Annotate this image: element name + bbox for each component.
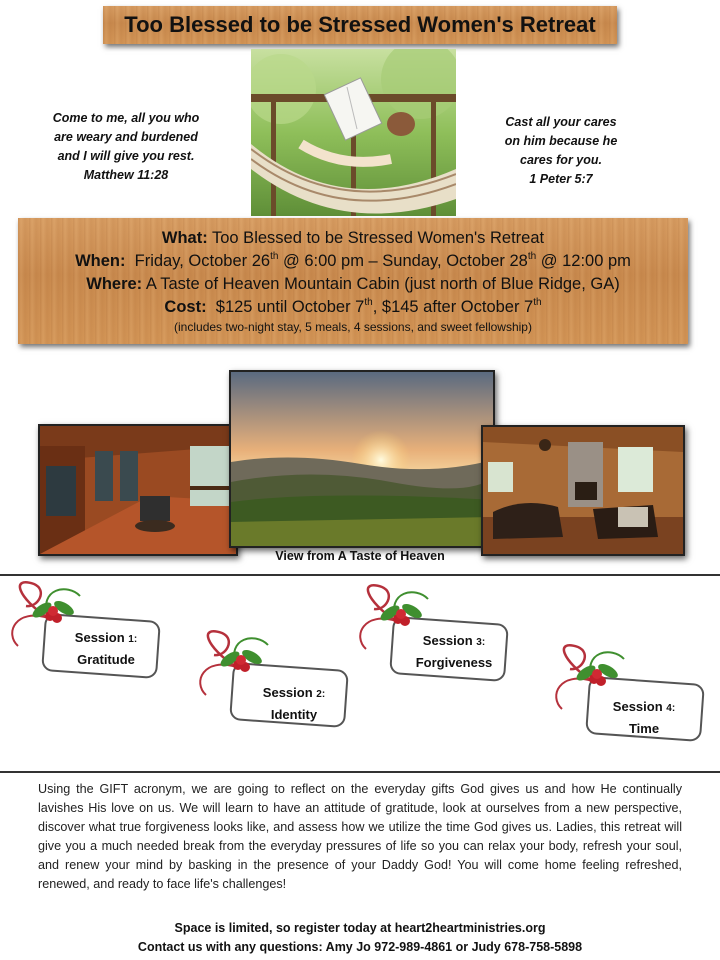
session-3-tag <box>356 581 518 686</box>
what-value: Too Blessed to be Stressed Women's Retreat <box>212 229 545 247</box>
ordinal-suffix: th <box>533 297 542 308</box>
verse-matthew <box>38 109 214 185</box>
view-caption: View from A Taste of Heaven <box>275 549 445 563</box>
session-2-label <box>242 683 346 725</box>
page-title: Too Blessed to be Stressed Women's Retreat <box>124 12 596 37</box>
ordinal-suffix: th <box>527 251 537 262</box>
verse-peter <box>494 113 628 189</box>
verse-reference: 1 Peter 5:7 <box>529 172 593 186</box>
register-line: Space is limited, so register today at heart2heartministries.org <box>174 921 546 935</box>
where-row <box>18 273 688 296</box>
verse-line: Come to me, all you who <box>52 111 200 125</box>
session-4-tag <box>552 641 714 746</box>
event-details-panel <box>18 218 688 344</box>
session-name: Gratitude <box>77 652 135 667</box>
session-word: Session <box>422 633 473 648</box>
session-number: 2: <box>316 689 326 700</box>
verse-line: are weary and burdened <box>54 130 198 144</box>
title-banner <box>103 6 617 44</box>
contact-line: Contact us with any questions: Amy Jo 972-989-4861 or Judy 678-758-5898 <box>137 940 583 954</box>
photo-cabin-interior <box>481 425 685 556</box>
photo-porch <box>38 424 238 556</box>
description-paragraph: Using the GIFT acronym, we are going to reflect on the everyday gifts God gives us and how He continually lavishes His love on us. We will learn to have an attitude of gratitude, look at ourselves from a new perspective, discover what true forgiveness looks like, and assess how we utilize the time God gives us. Ladies, this retreat will give you a much needed break from the everyday pressures of life so you can relax your body, refresh your soul, and renew your mind by basking in the presence of your Daddy God! You will come home feeling refreshed, renewed, and ready to face life's challenges! <box>38 782 682 891</box>
cost-early: $125 until October 7 <box>215 298 365 316</box>
session-word: Session <box>74 630 125 645</box>
divider-top <box>0 574 720 576</box>
verse-line: cares for you. <box>520 153 602 167</box>
session-name: Identity <box>270 707 318 722</box>
verse-line: Cast all your cares <box>505 115 617 129</box>
when-end-time: @ 12:00 pm <box>540 252 631 270</box>
when-label: When: <box>75 252 126 270</box>
verse-line: and I will give you rest. <box>57 149 195 163</box>
ordinal-suffix: th <box>364 297 373 308</box>
session-2-tag <box>196 627 358 732</box>
what-row <box>18 227 688 250</box>
session-word: Session <box>262 685 313 700</box>
session-number: 1: <box>128 634 138 645</box>
session-word: Session <box>612 699 663 714</box>
when-row <box>18 250 688 273</box>
session-3-label <box>402 631 506 673</box>
ordinal-suffix: th <box>270 251 279 262</box>
divider-bottom <box>0 771 720 773</box>
verse-line: on him because he <box>504 134 618 148</box>
session-1-label <box>54 628 158 670</box>
session-number: 4: <box>666 703 676 714</box>
hero-photo-hammock <box>251 49 456 216</box>
session-name: Forgiveness <box>415 655 493 670</box>
what-label: What: <box>161 229 208 247</box>
verse-reference: Matthew 11:28 <box>83 168 169 182</box>
session-name: Time <box>628 721 660 736</box>
cost-row <box>18 296 688 319</box>
where-label: Where: <box>86 275 143 293</box>
when-start-date: Friday, October 26 <box>134 252 271 270</box>
where-value: A Taste of Heaven Mountain Cabin (just north of Blue Ridge, GA) <box>145 275 620 293</box>
session-4-label <box>592 697 696 739</box>
includes-note: (includes two-night stay, 5 meals, 4 sessions, and sweet fellowship) <box>174 320 532 334</box>
photo-mountain-view <box>229 370 495 548</box>
cost-label: Cost: <box>164 298 207 316</box>
cost-late: , $145 after October 7 <box>372 298 534 316</box>
session-1-tag <box>8 578 170 683</box>
when-middle: @ 6:00 pm – Sunday, October 28 <box>283 252 528 270</box>
session-number: 3: <box>476 637 486 648</box>
